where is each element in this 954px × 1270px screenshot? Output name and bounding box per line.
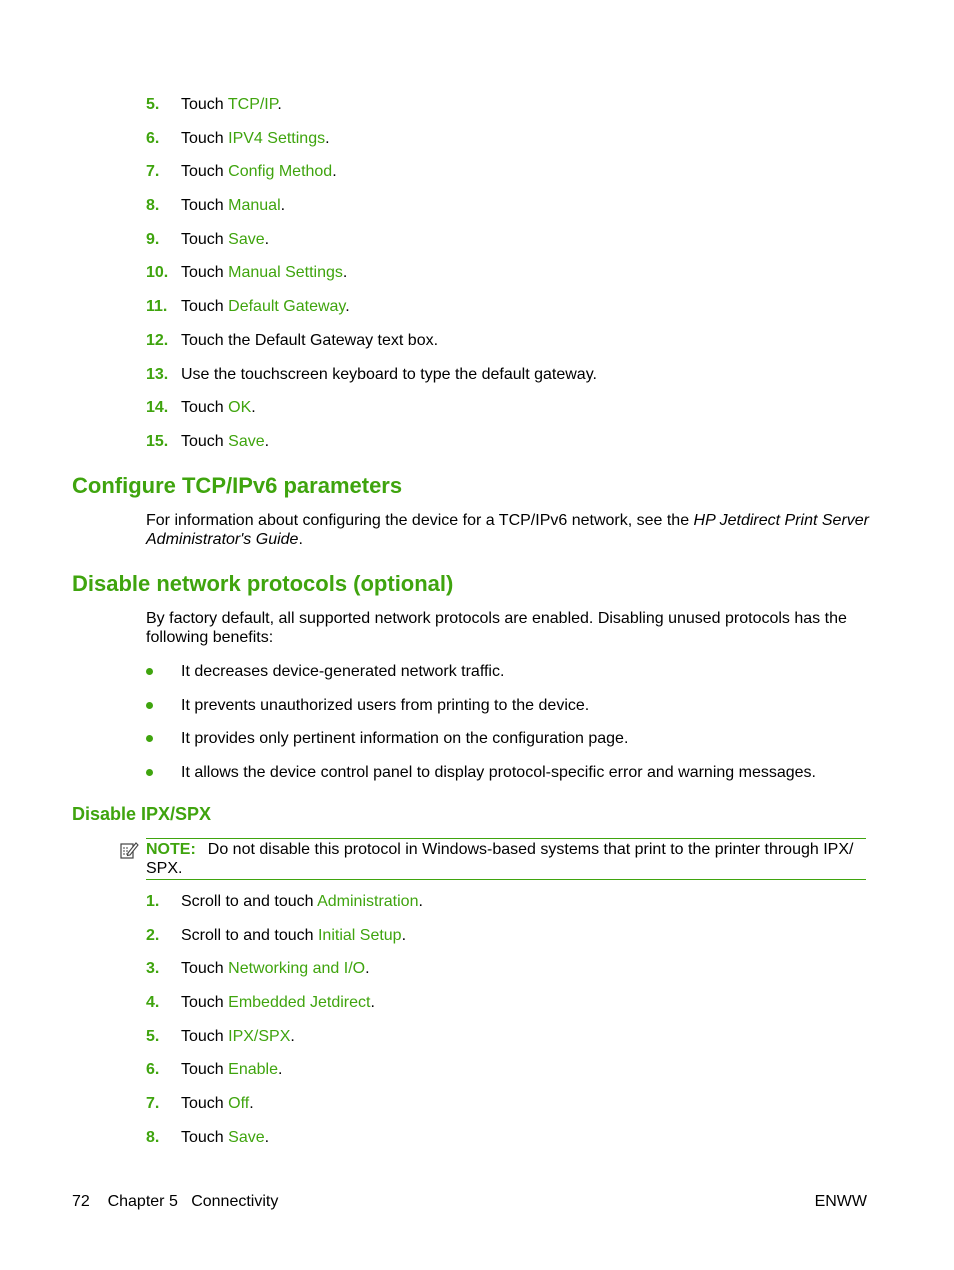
bullet-icon: [146, 668, 153, 675]
ui-term: IPV4 Settings: [228, 129, 326, 147]
step-text: Touch: [181, 1095, 229, 1113]
note-box: [146, 838, 866, 880]
note-label: NOTE:: [146, 841, 196, 858]
step-number: 15.: [146, 432, 169, 450]
ui-term: IPX/SPX: [228, 1027, 291, 1045]
step-number: 5.: [146, 1027, 160, 1045]
section-heading-disable-protocols: Disable network protocols (optional): [72, 571, 454, 596]
note-pencil-icon: [119, 840, 139, 860]
ui-term: Save: [228, 1128, 265, 1146]
ui-term: Administration: [317, 893, 419, 910]
step-text: Scroll to and touch: [181, 893, 318, 910]
section-paragraph: By factory default, all supported network protocols are enabled. Disabling unused protocols has the following benefits:: [146, 610, 847, 646]
step-text: Touch: [181, 230, 229, 248]
step-number: 11.: [146, 298, 168, 316]
step-number: 6.: [146, 1061, 160, 1079]
step-text: Touch the Default Gateway text box.: [181, 331, 439, 349]
ui-term: Enable: [228, 1061, 278, 1079]
step-text: Touch: [181, 1061, 229, 1079]
ui-term: Manual: [228, 197, 281, 215]
ui-term: Manual Settings: [228, 264, 343, 282]
step-number: 3.: [146, 960, 160, 978]
step-text: Scroll to and touch: [181, 926, 318, 944]
section-heading-ipx-spx: Disable IPX/SPX: [72, 804, 212, 824]
section-paragraph: For information about configuring the device for a TCP/IPv6 network, see the HP Jetdirect Print Server Administrator's Guide.: [146, 512, 870, 548]
step-text: Touch: [181, 1128, 229, 1146]
step-text: Touch: [181, 96, 228, 113]
step-number: 13.: [146, 365, 169, 383]
step-number: 8.: [146, 1128, 160, 1146]
step-text: Touch: [181, 432, 229, 450]
ui-term: Save: [228, 230, 265, 248]
step-text: Touch: [181, 298, 229, 316]
ui-term: Embedded Jetdirect: [228, 994, 371, 1012]
ui-term: Default Gateway: [228, 298, 346, 316]
step-text: Touch: [181, 197, 229, 215]
ui-term: Networking and I/O: [228, 960, 366, 978]
step-text: Touch: [181, 994, 229, 1012]
step-text: Use the touchscreen keyboard to type the default gateway.: [181, 365, 597, 383]
footer-locale: ENWW: [814, 1193, 867, 1210]
ui-term: Save: [228, 432, 265, 450]
step-number: 8.: [146, 197, 160, 215]
step-text: Touch: [181, 399, 229, 417]
step-text: Touch: [181, 163, 229, 181]
page-number: 72: [72, 1193, 90, 1210]
step-text: Touch: [181, 960, 229, 978]
bullet-icon: [146, 769, 153, 776]
step-text: Touch: [181, 129, 229, 147]
step-number: 2.: [146, 926, 160, 944]
step-number: 12.: [146, 331, 169, 349]
step-number: 10.: [146, 264, 169, 282]
step-number: 4.: [146, 994, 160, 1012]
ui-term: Off: [228, 1095, 250, 1113]
bullet-icon: [146, 735, 153, 742]
page-footer: [72, 1193, 867, 1213]
step-number: 7.: [146, 1095, 160, 1113]
step-number: 5.: [146, 96, 160, 113]
ui-term: OK: [228, 399, 252, 417]
ui-term: Initial Setup: [317, 926, 402, 944]
step-number: 9.: [146, 230, 160, 248]
step-number: 1.: [146, 893, 160, 910]
step-text: Touch: [181, 1027, 229, 1045]
step-number: 6.: [146, 129, 160, 147]
step-number: 7.: [146, 163, 160, 181]
chapter-title: Connectivity: [191, 1193, 279, 1210]
ui-term: TCP/IP: [227, 96, 278, 113]
note-text: Do not disable this protocol in Windows-based systems that print to the printer through IPX/ SPX.: [146, 841, 854, 877]
ui-term: Config Method: [228, 163, 333, 181]
step-text: Touch: [181, 264, 229, 282]
section-heading-tcp-ipv6: Configure TCP/IPv6 parameters: [72, 473, 403, 498]
guide-title: HP Jetdirect Print Server Administrator's Guide: [146, 512, 870, 548]
step-number: 14.: [146, 399, 169, 417]
chapter-label: Chapter 5: [107, 1193, 178, 1210]
bullet-icon: [146, 702, 153, 709]
